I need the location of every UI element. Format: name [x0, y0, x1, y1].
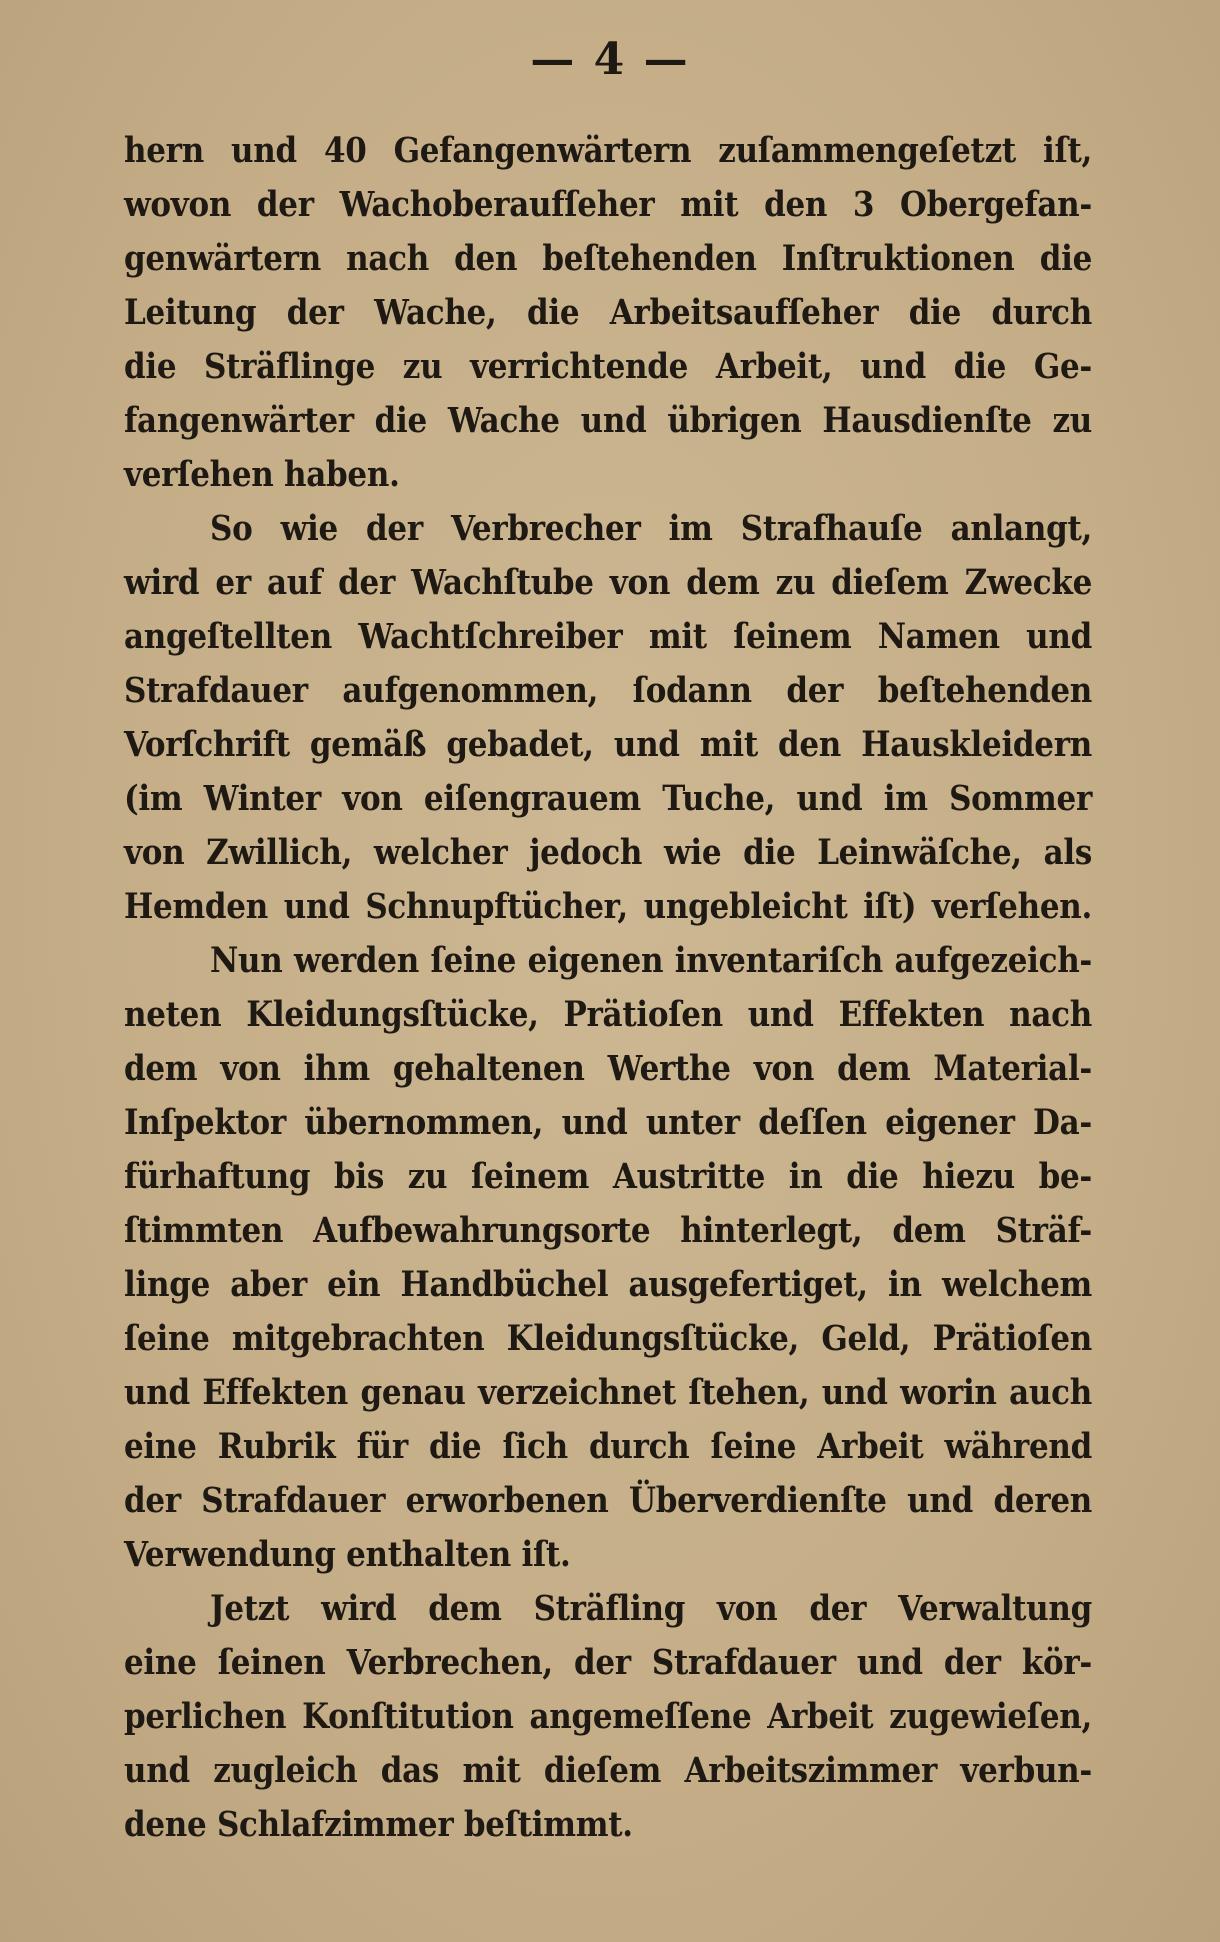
text-line: Inſpektor übernommen, und unter deſſen eigener Da-	[124, 1102, 1092, 1144]
text-line: Jetzt wird dem Sträfling von der Verwaltung	[210, 1588, 1092, 1630]
text-line: und zugleich das mit dieſem Arbeitszimmer verbun-	[124, 1750, 1092, 1792]
text-line: dem von ihm gehaltenen Werthe von dem Material-	[124, 1048, 1092, 1090]
text-line: fürhaftung bis zu ſeinem Austritte in die hiezu be-	[124, 1156, 1092, 1198]
text-line: ſeine mitgebrachten Kleidungsſtücke, Geld, Prätioſen	[124, 1318, 1092, 1360]
text-line: Nun werden ſeine eigenen inventariſch aufgezeich-	[210, 940, 1092, 982]
text-line: angeſtellten Wachtſchreiber mit ſeinem Namen und	[124, 616, 1092, 658]
text-line: So wie der Verbrecher im Strafhauſe anlangt,	[210, 508, 1092, 550]
text-line: hern und 40 Gefangenwärtern zuſammengeſetzt iſt,	[124, 130, 1092, 172]
text-line: Strafdauer aufgenommen, ſodann der beſtehenden	[124, 670, 1092, 712]
text-line: perlichen Konſtitution angemeſſene Arbeit zugewieſen,	[124, 1696, 1092, 1738]
text-line: genwärtern nach den beſtehenden Inſtruktionen die	[124, 238, 1092, 280]
text-line: wird er auf der Wachſtube von dem zu dieſem Zwecke	[124, 562, 1092, 604]
text-line: der Strafdauer erworbenen Überverdienſte und deren	[124, 1480, 1092, 1522]
text-line: wovon der Wachoberaufſeher mit den 3 Obergefan-	[124, 184, 1092, 226]
text-line: die Sträflinge zu verrichtende Arbeit, und die Ge-	[124, 346, 1092, 388]
text-line: neten Kleidungsſtücke, Prätioſen und Effekten nach	[124, 994, 1092, 1036]
text-line: und Effekten genau verzeichnet ſtehen, und worin auch	[124, 1372, 1092, 1414]
text-line: dene Schlafzimmer beſtimmt.	[124, 1804, 633, 1846]
page-number: — 4 —	[530, 34, 690, 85]
text-line: (im Winter von eiſengrauem Tuche, und im Sommer	[124, 778, 1092, 820]
text-line: verſehen haben.	[124, 454, 400, 496]
text-line: fangenwärter die Wache und übrigen Hausdienſte zu	[124, 400, 1092, 442]
text-line: von Zwillich, welcher jedoch wie die Leinwäſche, als	[124, 832, 1092, 874]
body-text	[124, 124, 1092, 1852]
text-line: Leitung der Wache, die Arbeitsaufſeher die durch	[124, 292, 1092, 334]
text-line: ſtimmten Aufbewahrungsorte hinterlegt, dem Sträf-	[124, 1210, 1092, 1252]
text-line: eine Rubrik für die ſich durch ſeine Arbeit während	[124, 1426, 1092, 1468]
text-line: Verwendung enthalten iſt.	[124, 1534, 571, 1576]
text-line: Vorſchrift gemäß gebadet, und mit den Hauskleidern	[124, 724, 1092, 766]
text-line: linge aber ein Handbüchel ausgefertiget, in welchem	[124, 1264, 1092, 1306]
text-line: Hemden und Schnupftücher, ungebleicht iſt) verſehen.	[124, 886, 1092, 928]
text-line: eine ſeinen Verbrechen, der Strafdauer und der kör-	[124, 1642, 1092, 1684]
